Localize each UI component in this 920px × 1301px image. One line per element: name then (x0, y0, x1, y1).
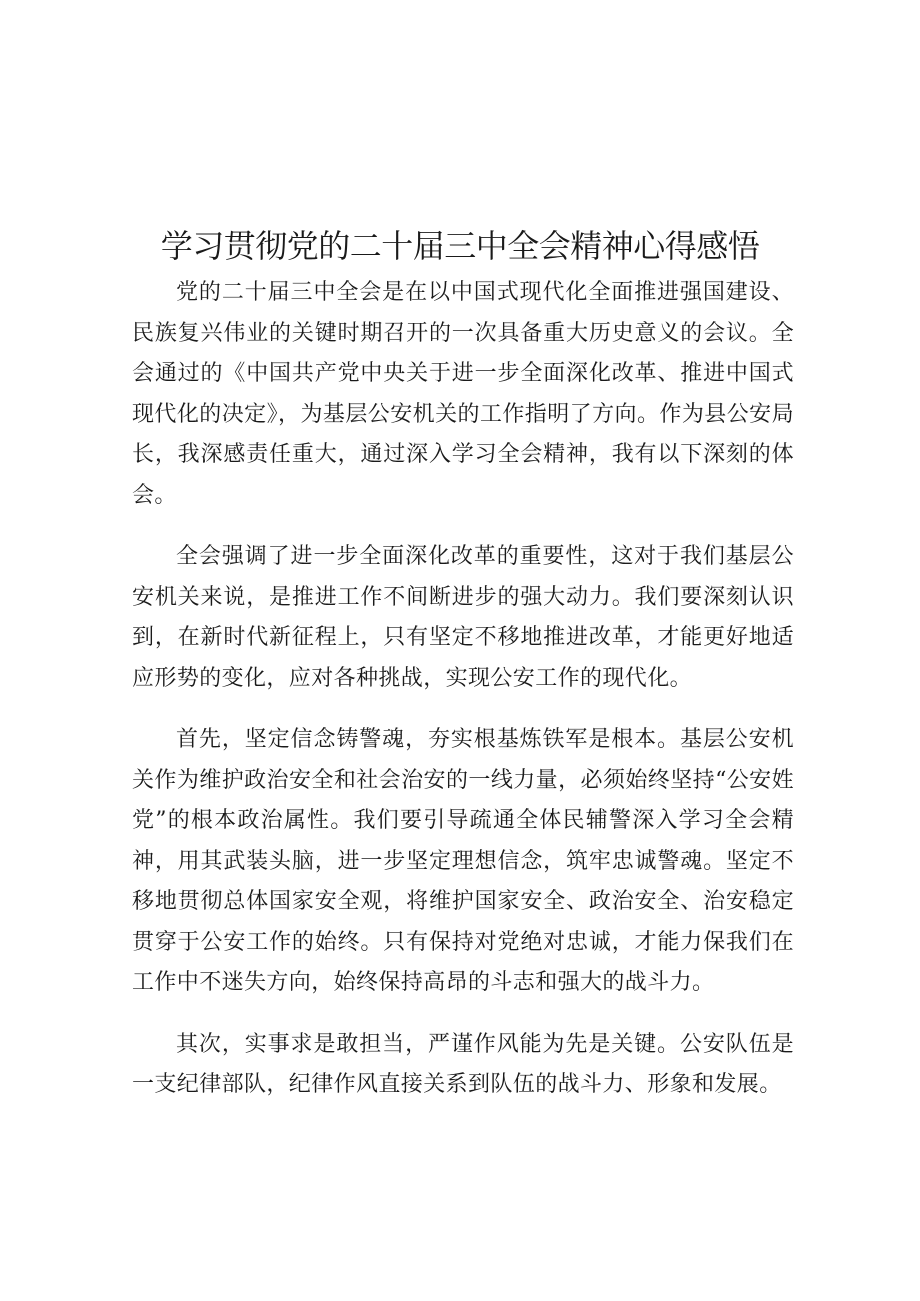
paragraph-second-point: 其次，实事求是敢担当，严谨作风能为先是关键。公安队伍是一支纪律部队，纪律作风直接关系到队伍的战斗力、形象和发展。 (132, 1031, 794, 1097)
paragraph-first-point: 首先，坚定信念铸警魂，夯实根基炼铁军是根本。基层公安机关作为维护政治安全和社会治安的一线力量，必须始终坚持“公安姓党”的根本政治属性。我们要引导疏通全体民辅警深入学习全会精神，用其武装头脑，进一步坚定理想信念，筑牢忠诚警魂。坚定不移地贯彻总体国家安全观，将维护国家安全、政治安全、治安稳定贯穿于公安工作的始终。只有保持对党绝对忠诚，才能力保我们在工作中不迷失方向，始终保持高昂的斗志和强大的战斗力。 (132, 727, 794, 995)
document-title: 学习贯彻党的二十届三中全会精神心得感悟 (160, 227, 760, 265)
paragraph-intro: 党的二十届三中全会是在以中国式现代化全面推进强国建设、民族复兴伟业的关键时期召开的一次具备重大历史意义的会议。全会通过的《中国共产党中央关于进一步全面深化改革、推进中国式现代化的决定》，为基层公安机关的工作指明了方向。作为县公安局长，我深感责任重大，通过深入学习全会精神，我有以下深刻的体会。 (132, 280, 794, 508)
paragraph-reform: 全会强调了进一步全面深化改革的重要性，这对于我们基层公安机关来说，是推进工作不间断进步的强大动力。我们要深刻认识到，在新时代新征程上，只有坚定不移地推进改革，才能更好地适应形势的变化，应对各种挑战，实现公安工作的现代化。 (132, 544, 794, 691)
document-body (132, 273, 794, 1127)
